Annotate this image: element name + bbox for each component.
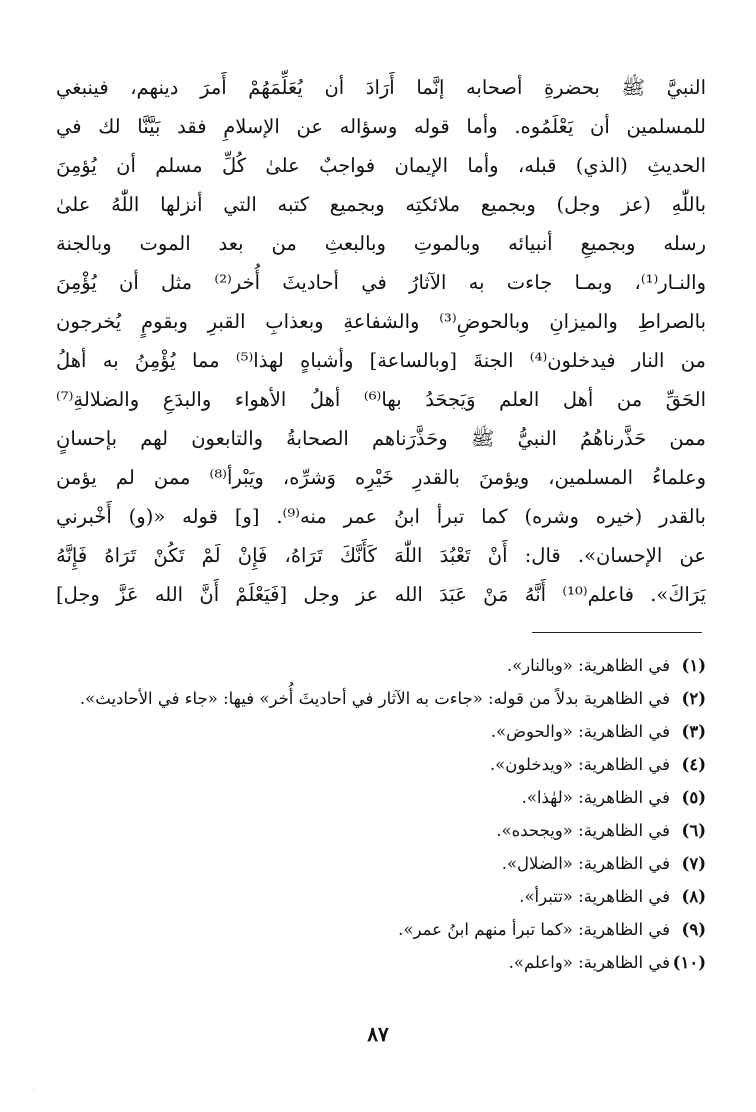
- main-text-line: رسله وبجميعِ أنبيائه وبالموتِ وبالبعثِ من بعد الموت وبالجنة: [56, 232, 706, 255]
- footnote-item: [56, 947, 706, 980]
- main-text-line: النبيَّ ﷺ بحضرةِ أصحابه إنَّما أَرَادَ أن يُعَلِّمَهُمْ أَمرَ دينهم، فينبغي: [56, 76, 706, 99]
- footnote-text: في الظاهرية بدلاً من قوله: «جاءت به الآثار في أحاديثَ أُخر» فيها: «جاء في الأحاديث».: [79, 689, 670, 708]
- footnote-number: (١٠): [672, 953, 706, 972]
- footnote-number: (٢): [681, 689, 706, 708]
- footnote-text: في الظاهرية: «واعلم».: [508, 953, 670, 972]
- main-text-line: ممن حَذَّرناهُمُ النبيُّ ﷺ وحَذَّرَناهم الصحابةُ والتابعون لهم بإحسانٍ: [56, 427, 706, 450]
- footnote-number: (٨): [681, 887, 706, 906]
- footnote-text: في الظاهرية: «ويدخلون».: [489, 755, 670, 774]
- footnote-item: [56, 815, 706, 848]
- main-text-line: بالصراطِ والميزانِ وبالحوضِ⁽³⁾ والشفاعةِ وبعذابِ القبرِ وبقومٍ يُخرجون: [56, 310, 706, 333]
- footnote-text: في الظاهرية: «وبالنار».: [506, 656, 670, 675]
- footnote-text: في الظاهرية: «كما تبرأ منهم ابنُ عمر».: [398, 920, 670, 939]
- footnote-item: [56, 749, 706, 782]
- main-text-line: وعلماءُ المسلمين، ويؤمنَ بالقدرِ خَيْرِه وَشرِّه، ويَبْرأ⁽⁸⁾ ممن لم يؤمن: [56, 466, 706, 489]
- footnote-item: [56, 716, 706, 749]
- footnote-number: (١): [681, 656, 706, 675]
- footnote-item: [56, 881, 706, 914]
- footnote-number: (٥): [681, 788, 706, 807]
- main-text-line: باللّٰهِ (عز وجل) وبجميع ملائكتِه وبجميع كتبه التي أنزلها اللّٰهُ علىٰ: [56, 193, 706, 216]
- footnote-item: [56, 914, 706, 947]
- main-text-line: يَرَاكَ». فاعلم⁽¹⁰⁾ أَنَّهُ مَنْ عَبَدَ الله عز وجل [فَيَعْلَمْ أَنَّ الله عَزَّ وجل]: [56, 583, 706, 606]
- main-text-line: عن الإحسان». قال: أَنْ تَعْبُدَ اللّٰهَ كَأَنَّكَ تَرَاهُ، فَإِنْ لَمْ تَكُنْ تَرَاهُ فَإِنَّهُ: [56, 544, 706, 567]
- footnote-item: [56, 683, 706, 716]
- footnote-number: (٧): [681, 854, 706, 873]
- main-text-line: والنـار⁽¹⁾، وبمـا جاءت به الآثارُ في أحاديثَ أُخر⁽²⁾ مثل أن يُؤْمِنَ: [56, 271, 706, 294]
- footnotes-list: [56, 650, 706, 980]
- footnote-item: [56, 848, 706, 881]
- footnote-item: [56, 782, 706, 815]
- footnote-text: في الظاهرية: «والحوض».: [490, 722, 670, 741]
- footnote-number: (٣): [681, 722, 706, 741]
- margin-mark: ·: [32, 1086, 35, 1095]
- main-text-line: من النار فيدخلون⁽⁴⁾ الجنةَ [وبالساعة] وأشباهٍ لهذا⁽⁵⁾ مما يُؤْمِنُ به أهلُ: [56, 349, 706, 372]
- footnote-text: في الظاهرية: «لهٰذا».: [521, 788, 670, 807]
- main-text-line: للمسلمين أن يَعْلَمُوه. وأما قوله وسؤاله عن الإسلامِ فقد بَيَّنَّا لك في: [56, 115, 706, 138]
- footnote-separator: [532, 632, 702, 633]
- page-number: ٨٧: [367, 1022, 389, 1046]
- main-text-line: الحَقِّ من أهل العلم وَيَجحَدُ بها⁽⁶⁾ أهلُ الأهواء والبدَعِ والضلالةِ⁽⁷⁾: [56, 388, 706, 411]
- footnote-text: في الظاهرية: «ويجحده».: [496, 821, 670, 840]
- footnote-number: (٩): [681, 920, 706, 939]
- main-text-block: [56, 68, 706, 614]
- footnote-text: في الظاهرية: «الضلال».: [501, 854, 670, 873]
- main-text-line: بالقدر (خيره وشره) كما تبرأ ابنُ عمر منه⁽⁹⁾. [و] قوله «(و) أَخْبرني: [56, 505, 706, 528]
- footnote-number: (٤): [681, 755, 706, 774]
- footnote-text: في الظاهرية: «تتبرأ».: [519, 887, 670, 906]
- footnote-item: [56, 650, 706, 683]
- footnote-number: (٦): [681, 821, 706, 840]
- main-text-line: الحديثِ (الذي) قبله، وأما الإيمان فواجبٌ علىٰ كُلِّ مسلم أن يُؤمِنَ: [56, 154, 706, 177]
